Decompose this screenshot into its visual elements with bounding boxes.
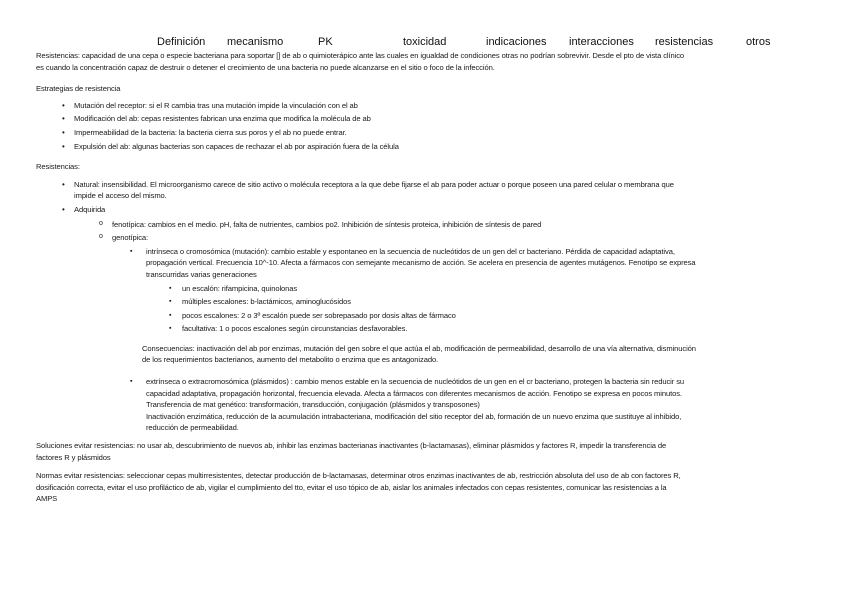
list-item: • Modificación del ab: cepas resistentes fabrican una enzima que modifica la molécula de ab xyxy=(74,113,816,125)
nav-item-pk[interactable]: PK xyxy=(318,36,333,48)
nav-item-resistencias[interactable]: resistencias xyxy=(655,36,714,48)
nav-item-otros[interactable]: otros xyxy=(746,36,771,48)
estrategias-heading: Estrategias de resistencia xyxy=(36,84,121,94)
consecuencias-paragraph: Consecuencias: inactivación del ab por enzimas, mutación del gen sobre el que actúa el ab, modificación de permeabilidad, desarrollo de una vía alternativa, disminución de los requerimientos bacterianos, aumento del metabolito o enzima que es antagonizado. xyxy=(142,343,696,365)
resistencias-list xyxy=(36,179,816,434)
list-item: ▪ múltiples escalones: b-lactámicos, aminoglucósidos xyxy=(182,296,816,308)
document-body xyxy=(36,50,816,505)
list-item-intrinseca: ▪ intrínseca o cromosómica (mutación): cambio estable y espontaneo en la secuencia de nucleótidos de un gen del cr bacteriano. Pérdida de capacidad adaptativa, propagación vertical. Frecuencia 10^-10. Afecta a fármacos con semejante mecanismo de acción. Se acelera en presencia de agentes mutágenos. Fenotipo se expresa transcurridas varias generaciones ▪ un escalón: rifampicina, quinolonas ▪ múltiples escalones: b-lactámicos, aminoglucósidos ▪ pocos escalones: 2 o 3º escalón puede ser sobrepasado por dosis altas de fármaco ▪ facultativa: 1 o pocos escalones según circunstancias desfavorables. Consecuencias: inactivación del ab por enzimas, mutación del gen sobre el que actúa el ab, modificación de permeabilidad, desarrollo de una vía alternativa, disminución de los requerimientos bacterianos, aumento del metabolito o enzima que es antagonizado. xyxy=(146,246,816,366)
escalones-list xyxy=(146,283,816,335)
resistencias-heading: Resistencias: xyxy=(36,162,80,172)
list-item: • Mutación del receptor: si el R cambia tras una mutación impide la vinculación con el ab xyxy=(74,100,816,112)
nav-item-indicaciones[interactable]: indicaciones xyxy=(486,36,547,48)
genotipica-sublist xyxy=(112,246,816,434)
list-item: ▪ facultativa: 1 o pocos escalones según circunstancias desfavorables. xyxy=(182,323,816,335)
normas-paragraph: Normas evitar resistencias: seleccionar cepas multirresistentes, detectar producción de b-lactamasas, determinar otros enzimas inactivantes de ab, restricción absoluta del uso de ab con factores R, dosificación correcta, evitar el uso profiláctico de ab, vigilar el cumplimiento del tto, evitar el uso tópico de ab, aislar los animales infectados con cepas resistentes, comunicar las resistencias a la AMPS xyxy=(36,471,681,504)
soluciones-paragraph: Soluciones evitar resistencias: no usar ab, descubrimiento de nuevos ab, inhibir las enzimas bacterianas inactivantes (b-lactamasas), eliminar plásmidos y factores R, impedir la transferencia de factores R y plásmidos xyxy=(36,441,667,462)
nav-item-interacciones[interactable]: interacciones xyxy=(569,36,634,48)
list-item-adquirida: • Adquirida o fenotípica: cambios en el medio. pH, falta de nutrientes, cambios po2. Inhibición de síntesis proteica, inhibición de síntesis de pared o genotípica: ▪ intrínseca o cromosómica (mutación): cambio estable y espontaneo en la secuencia de nucleótidos de un gen del cr bacteriano. Pérdida de capacidad adaptativa, propagación vertical. Frecuencia 10^-10. Afecta a fármacos con semejante mecanismo de acción. Se acelera en presencia de agentes mutágenos. Fenotipo se expresa transcurridas varias generaciones ▪ un escalón: rifampicina, quinolonas ▪ múltiples escalones: b-lactámicos, aminoglucósidos ▪ pocos escalones: 2 o 3º escalón puede ser sobrepasado por dosis altas de fármaco ▪ facultativa: 1 o pocos escalones según circunstancias desfavorables. Consecuencias: inactivación del ab por enzimas, mutación del gen sobre el que actúa el ab, modificación de permeabilidad, desarrollo de una vía alternativa, disminución de los requerimientos bacterianos, aumento del metabolito o enzima que es antagonizado. ▪ extrínseca o extracromosómica (plásmidos) : cambio menos estable en la secuencia de nucleótidos de un gen en el cr bacteriano, protegen la bacteria sin reducir su capacidad adaptativa, propagación horizontal, frecuencia elevada. Afecta a fármacos con diferentes mecanismos de acción. Fenotipo se expresa en pocos minutos. Transferencia de mat genético: transformación, transducción, conjugación (plásmidos y transposones) Inactivación enzimática, reducción de la acumulación intrabacteriana, modificación del sitio receptor del ab, formación de un nuevo enzima que sustituye al inhibido, reducción de permeabilidad. xyxy=(74,204,816,434)
list-item-fenotipica: o fenotípica: cambios en el medio. pH, falta de nutrientes, cambios po2. Inhibición de síntesis proteica, inhibición de síntesis de pared xyxy=(112,219,816,231)
nav-item-definicion[interactable]: Definición xyxy=(157,36,206,48)
adquirida-sublist xyxy=(74,219,816,435)
nav-item-toxicidad[interactable]: toxicidad xyxy=(403,36,447,48)
intro-paragraph: Resistencias: capacidad de una cepa o especie bacteriana para soportar [] de ab o quimioterápico ante las cuales en igualdad de condiciones otras no podrían sobrevivir. Desde el pto de vista clínico es cuando la concentración capaz de destruir o detener el crecimiento de una bacteria no puede alcanzarse en el sitio o foco de la infección. xyxy=(36,51,685,72)
list-item: ▪ pocos escalones: 2 o 3º escalón puede ser sobrepasado por dosis altas de fármaco xyxy=(182,310,816,322)
list-item-genotipica: o genotípica: ▪ intrínseca o cromosómica (mutación): cambio estable y espontaneo en la secuencia de nucleótidos de un gen del cr bacteriano. Pérdida de capacidad adaptativa, propagación vertical. Frecuencia 10^-10. Afecta a fármacos con semejante mecanismo de acción. Se acelera en presencia de agentes mutágenos. Fenotipo se expresa transcurridas varias generaciones ▪ un escalón: rifampicina, quinolonas ▪ múltiples escalones: b-lactámicos, aminoglucósidos ▪ pocos escalones: 2 o 3º escalón puede ser sobrepasado por dosis altas de fármaco ▪ facultativa: 1 o pocos escalones según circunstancias desfavorables. Consecuencias: inactivación del ab por enzimas, mutación del gen sobre el que actúa el ab, modificación de permeabilidad, desarrollo de una vía alternativa, disminución de los requerimientos bacterianos, aumento del metabolito o enzima que es antagonizado. ▪ extrínseca o extracromosómica (plásmidos) : cambio menos estable en la secuencia de nucleótidos de un gen en el cr bacteriano, protegen la bacteria sin reducir su capacidad adaptativa, propagación horizontal, frecuencia elevada. Afecta a fármacos con diferentes mecanismos de acción. Fenotipo se expresa en pocos minutos. Transferencia de mat genético: transformación, transducción, conjugación (plásmidos y transposones) Inactivación enzimática, reducción de la acumulación intrabacteriana, modificación del sitio receptor del ab, formación de un nuevo enzima que sustituye al inhibido, reducción de permeabilidad. xyxy=(112,232,816,434)
list-item: • Expulsión del ab: algunas bacterias son capaces de rechazar el ab por aspiración fuera de la célula xyxy=(74,141,816,153)
list-item: ▪ un escalón: rifampicina, quinolonas xyxy=(182,283,816,295)
nav-item-mecanismo[interactable]: mecanismo xyxy=(227,36,284,48)
list-item: • Impermeabilidad de la bacteria: la bacteria cierra sus poros y el ab no puede entrar. xyxy=(74,127,816,139)
list-item-extrinseca: ▪ extrínseca o extracromosómica (plásmidos) : cambio menos estable en la secuencia de nucleótidos de un gen en el cr bacteriano, protegen la bacteria sin reducir su capacidad adaptativa, propagación horizontal, frecuencia elevada. Afecta a fármacos con diferentes mecanismos de acción. Fenotipo se expresa en pocos minutos. Transferencia de mat genético: transformación, transducción, conjugación (plásmidos y transposones) Inactivación enzimática, reducción de la acumulación intrabacteriana, modificación del sitio receptor del ab, formación de un nuevo enzima que sustituye al inhibido, reducción de permeabilidad. xyxy=(146,376,816,434)
list-item-natural: • Natural: insensibilidad. El microorganismo carece de sitio activo o molécula receptora a la que debe fijarse el ab para poder actuar o porque poseen una pared celular o membrana que impide el acceso del mismo. xyxy=(74,179,816,202)
top-nav xyxy=(0,36,848,50)
estrategias-list xyxy=(36,100,816,152)
